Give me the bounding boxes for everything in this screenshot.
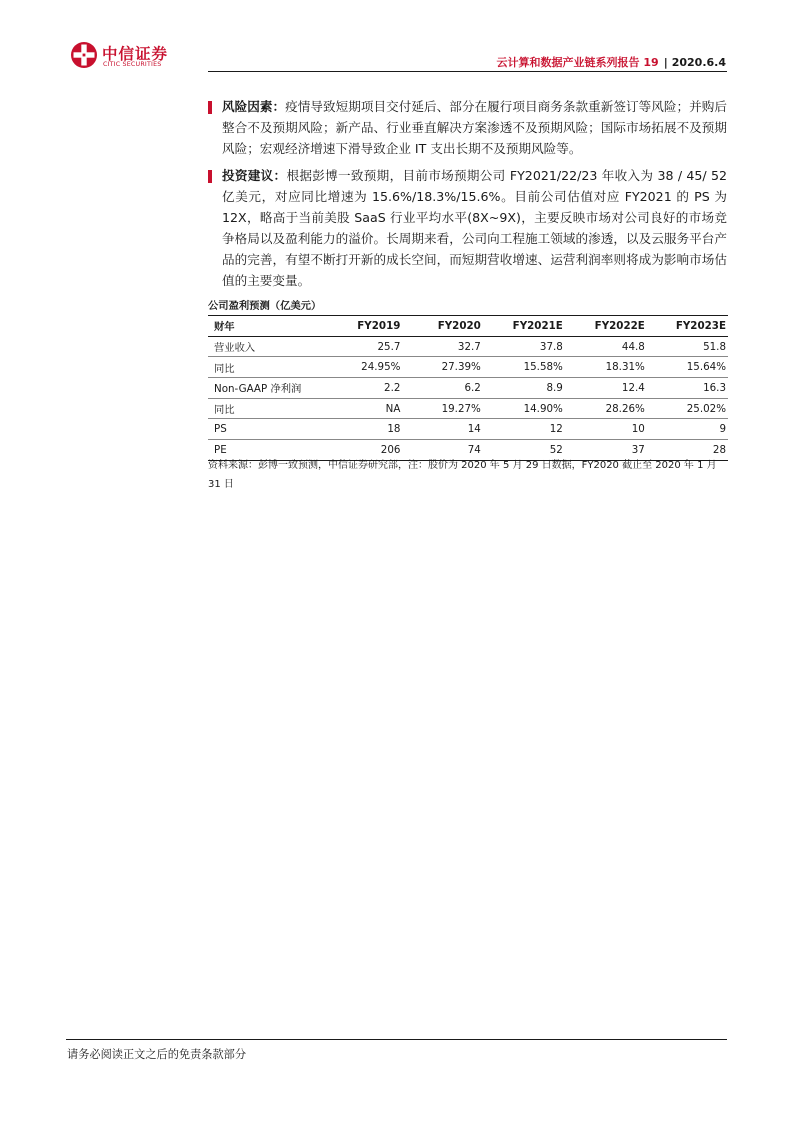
row-label: 同比: [208, 357, 322, 378]
table-cell: NA: [322, 398, 402, 419]
report-header: [497, 54, 726, 70]
table-cell: 18: [322, 419, 402, 440]
table-cell: 27.39%: [402, 357, 482, 378]
report-date: 2020.6.4: [671, 56, 726, 69]
table-cell: 51.8: [647, 336, 728, 357]
table-cell: 28: [647, 440, 728, 461]
bullet-marker: [208, 101, 212, 114]
citic-logo-icon: [70, 41, 98, 69]
table-cell: 10: [565, 419, 647, 440]
risk-body: 疫情导致短期项目交付延后、部分在履行项目商务条款重新签订等风险；并购后整合不及预期风险；新产品、行业垂直解决方案渗透不及预期风险；国际市场拓展不及预期风险；宏观经济增速下滑导致企业 IT 支出长期不及预期风险等。: [222, 99, 728, 156]
header-cell: FY2019: [322, 316, 402, 337]
header-cell: FY2021E: [483, 316, 565, 337]
header-cell: 财年: [208, 316, 322, 337]
table-cell: 8.9: [483, 378, 565, 399]
risk-lead: 风险因素：: [222, 99, 286, 114]
earnings-forecast-table: [208, 315, 728, 461]
table-source-note: 资料来源：彭博一致预测，中信证券研究部，注：股价为 2020 年 5 月 29 日数据，FY2020 截止至 2020 年 1 月 31 日: [208, 460, 717, 490]
table-row: [208, 336, 728, 357]
bullet-marker: [208, 170, 212, 183]
table-cell: 37.8: [483, 336, 565, 357]
table-cell: 52: [483, 440, 565, 461]
table-cell: 32.7: [402, 336, 482, 357]
table-cell: 15.58%: [483, 357, 565, 378]
table-cell: 14: [402, 419, 482, 440]
table-cell: 19.27%: [402, 398, 482, 419]
table-row: [208, 378, 728, 399]
investment-advice-paragraph: [222, 165, 727, 291]
table-cell: 44.8: [565, 336, 647, 357]
logo-chinese-name: 中信证券: [102, 45, 169, 63]
table-cell: 37: [565, 440, 647, 461]
table-cell: 15.64%: [647, 357, 728, 378]
row-label: 同比: [208, 398, 322, 419]
table-cell: 206: [322, 440, 402, 461]
table-cell: 24.95%: [322, 357, 402, 378]
table-cell: 25.02%: [647, 398, 728, 419]
header-separator: |: [663, 56, 668, 69]
logo-english-name: CITIC SECURITIES: [103, 61, 162, 68]
table-cell: 12.4: [565, 378, 647, 399]
header-cell: FY2020: [402, 316, 482, 337]
invest-body: 根据彭博一致预期，目前市场预期公司 FY2021/22/23 年收入为 38 / 45/ 52 亿美元，对应同比增速为 15.6%/18.3%/15.6%。目前公司估值对应 FY2021 的 PS 为 12X，略高于当前美股 SaaS 行业平均水平(8X~9X)，主要反映市场对公司良好的市场竞争格局以及盈利能力的溢价。长周期来看，公司向工程施工领域的渗透，以及云服务平台产品的完善，有望不断打开新的成长空间，而短期营收增速、运营利润率则将成为影响市场估值的主要变量。: [222, 168, 728, 288]
invest-lead: 投资建议：: [222, 168, 287, 183]
footer-divider: [66, 1039, 727, 1040]
table-cell: 25.7: [322, 336, 402, 357]
table-cell: 74: [402, 440, 482, 461]
row-label: PS: [208, 419, 322, 440]
table-cell: 14.90%: [483, 398, 565, 419]
table-row: [208, 419, 728, 440]
header-cell: FY2022E: [565, 316, 647, 337]
table-cell: 6.2: [402, 378, 482, 399]
table-header-row: [208, 316, 728, 337]
table-cell: 18.31%: [565, 357, 647, 378]
risk-factors-paragraph: [222, 96, 727, 159]
row-label: 营业收入: [208, 336, 322, 357]
header-divider: [208, 71, 727, 72]
header-cell: FY2023E: [647, 316, 728, 337]
table-cell: 16.3: [647, 378, 728, 399]
table-title: 公司盈利预测（亿美元）: [208, 300, 322, 312]
table-row: [208, 357, 728, 378]
company-logo: [70, 41, 190, 73]
row-label: PE: [208, 440, 322, 461]
disclaimer-footer: 请务必阅读正文之后的免责条款部分: [67, 1048, 247, 1061]
table-cell: 28.26%: [565, 398, 647, 419]
table-cell: 9: [647, 419, 728, 440]
table-row: [208, 398, 728, 419]
row-label: Non-GAAP 净利润: [208, 378, 322, 399]
report-title: 云计算和数据产业链系列报告 19: [496, 56, 659, 69]
table-cell: 2.2: [322, 378, 402, 399]
table-cell: 12: [483, 419, 565, 440]
